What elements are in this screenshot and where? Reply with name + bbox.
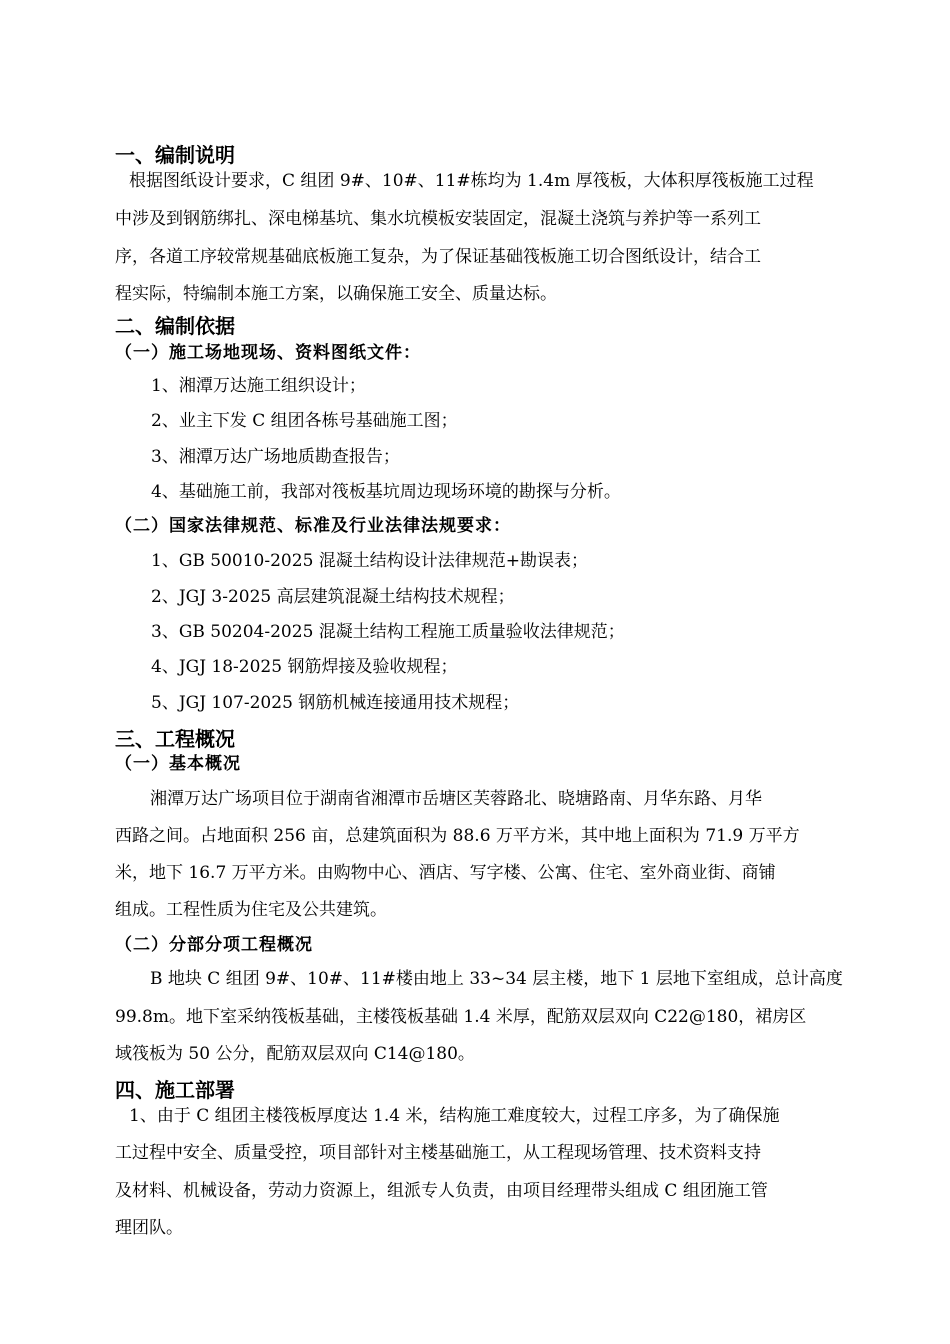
section-3-1-paragraph-line: 组成。工程性质为住宅及公共建筑。 <box>115 900 387 920</box>
section-4-paragraph-line: 理团队。 <box>115 1218 183 1238</box>
section-4-paragraph-line: 及材料、机械设备，劳动力资源上，组派专人负责，由项目经理带头组成 C 组团施工管 <box>115 1181 768 1201</box>
subsection-heading-2-1: （一）施工场地现场、资料图纸文件： <box>115 343 421 363</box>
section-3-2-paragraph-line: B 地块 C 组团 9#、10#、11#楼由地上 33~34 层主楼，地下 1 层地下室组成，总计高度 <box>150 969 843 989</box>
section-3-1-paragraph-line: 西路之间。占地面积 256 亩，总建筑面积为 88.6 万平方米，其中地上面积为 71.9 万平方 <box>115 826 800 846</box>
list-item: 4、JGJ 18-2025 钢筋焊接及验收规程； <box>151 657 458 677</box>
section-heading-4: 四、施工部署 <box>115 1078 235 1102</box>
list-item: 3、湘潭万达广场地质勘查报告； <box>151 447 400 467</box>
section-3-2-paragraph-line: 99.8m。地下室采纳筏板基础，主楼筏板基础 1.4 米厚，配筋双层双向 C22@180，裙房区 <box>115 1007 807 1027</box>
subsection-heading-2-2: （二）国家法律规范、标准及行业法律法规要求： <box>115 516 511 536</box>
subsection-heading-3-2: （二）分部分项工程概况 <box>115 935 313 955</box>
list-item: 4、基础施工前，我部对筏板基坑周边现场环境的勘探与分析。 <box>151 482 621 502</box>
list-item: 1、湘潭万达施工组织设计； <box>151 376 366 396</box>
section-heading-3: 三、工程概况 <box>115 727 235 751</box>
list-item: 3、GB 50204-2025 混凝土结构工程施工质量验收法律规范； <box>151 622 625 642</box>
section-heading-2: 二、编制依据 <box>115 314 235 338</box>
list-item: 2、JGJ 3-2025 高层建筑混凝土结构技术规程； <box>151 587 515 607</box>
list-item: 2、业主下发 C 组团各栋号基础施工图； <box>151 411 458 431</box>
section-1-paragraph-line: 中涉及到钢筋绑扎、深电梯基坑、集水坑模板安装固定，混凝土浇筑与养护等一系列工 <box>115 209 761 229</box>
section-1-paragraph-line: 程实际，特编制本施工方案，以确保施工安全、质量达标。 <box>115 284 557 304</box>
section-4-paragraph-line: 工过程中安全、质量受控，项目部针对主楼基础施工，从工程现场管理、技术资料支持 <box>115 1143 761 1163</box>
list-item: 5、JGJ 107-2025 钢筋机械连接通用技术规程； <box>151 693 520 713</box>
list-item: 1、GB 50010-2025 混凝土结构设计法律规范+勘误表； <box>151 551 589 571</box>
section-3-2-paragraph-line: 域筏板为 50 公分，配筋双层双向 C14@180。 <box>115 1044 475 1064</box>
section-1-paragraph-line: 序，各道工序较常规基础底板施工复杂，为了保证基础筏板施工切合图纸设计，结合工 <box>115 247 761 267</box>
section-3-1-paragraph-line: 米，地下 16.7 万平方米。由购物中心、酒店、写字楼、公寓、住宅、室外商业街、商铺 <box>115 863 776 883</box>
section-4-paragraph-line: 1、由于 C 组团主楼筏板厚度达 1.4 米，结构施工难度较大，过程工序多，为了确保施 <box>129 1106 780 1126</box>
subsection-heading-3-1: （一）基本概况 <box>115 754 241 774</box>
section-1-paragraph-line: 根据图纸设计要求，C 组团 9#、10#、11#栋均为 1.4m 厚筏板，大体积厚筏板施工过程 <box>129 171 814 191</box>
section-heading-1: 一、编制说明 <box>115 143 235 167</box>
section-3-1-paragraph-line: 湘潭万达广场项目位于湖南省湘潭市岳塘区芙蓉路北、晓塘路南、月华东路、月华 <box>150 789 762 809</box>
